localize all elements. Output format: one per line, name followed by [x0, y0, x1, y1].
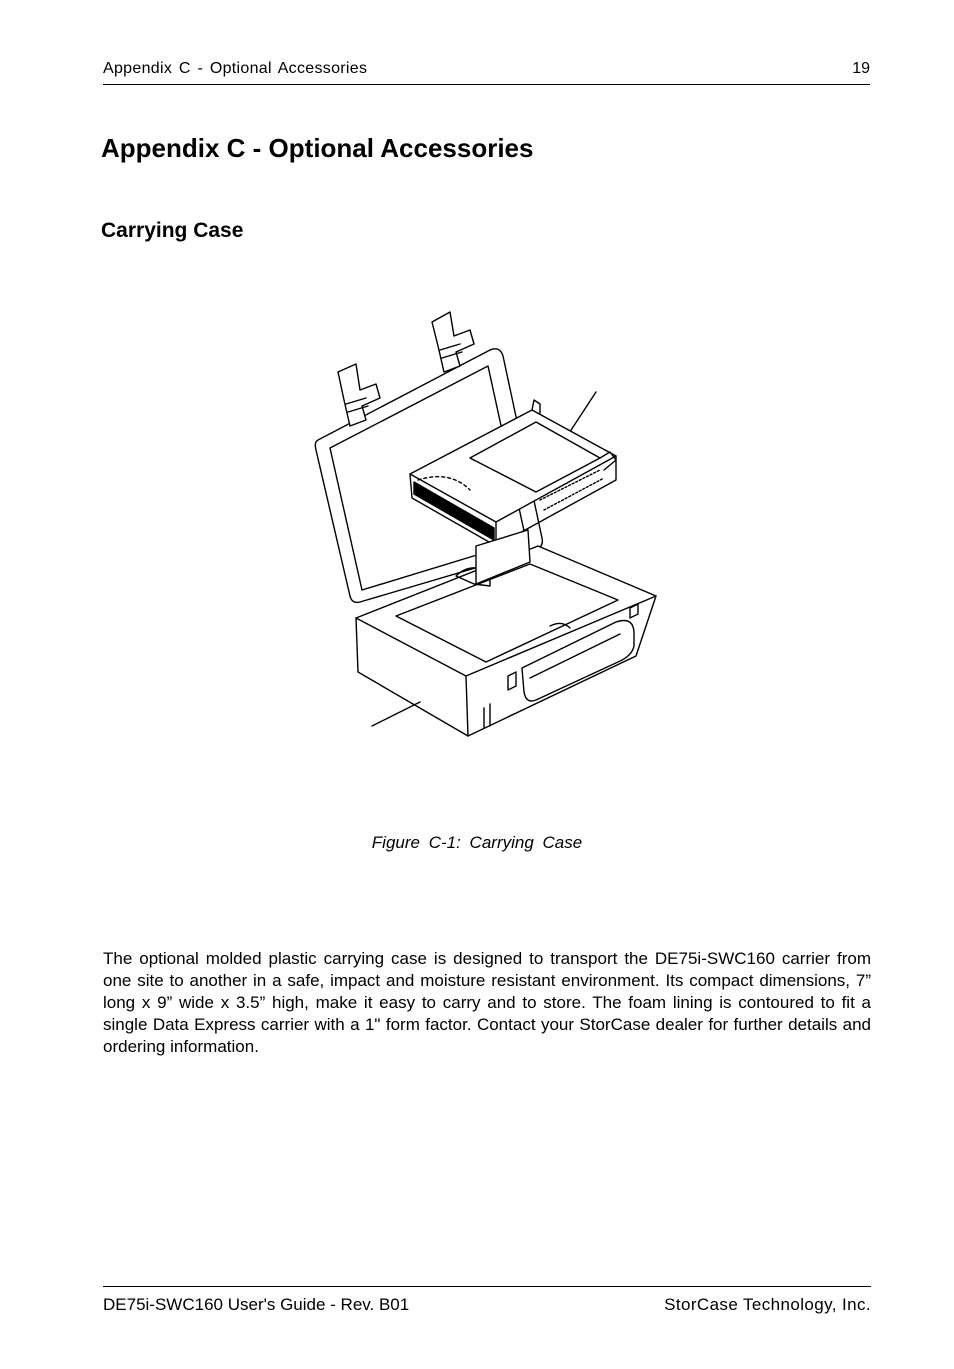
section-heading: Carrying Case: [101, 219, 244, 242]
footer-document-title: DE75i-SWC160 User's Guide - Rev. B01: [103, 1295, 410, 1314]
footer-company: StorCase Technology, Inc.: [664, 1295, 871, 1314]
figure-caption: Figure C-1: Carrying Case: [371, 833, 583, 852]
body-paragraph: The optional molded plastic carrying case is designed to transport the DE75i-SWC160 carrier from one site to another in a safe, impact and moisture resistant environment. Its compact dimensions, 7” long x 9” wide x 3.5” high, make it easy to carry and to store. The foam lining is contoured to fit a single Data Express carrier with a 1" form factor. Contact your StorCase dealer for further details and ordering information.: [103, 949, 871, 1056]
page-title: Appendix C - Optional Accessories: [101, 133, 534, 163]
page-footer: [103, 1286, 871, 1327]
carrying-case-illustration-icon: [300, 300, 660, 750]
figure-carrying-case: [300, 300, 660, 750]
running-title: Appendix C - Optional Accessories: [103, 60, 368, 77]
page-number: 19: [852, 60, 870, 77]
page-header: [103, 58, 870, 85]
